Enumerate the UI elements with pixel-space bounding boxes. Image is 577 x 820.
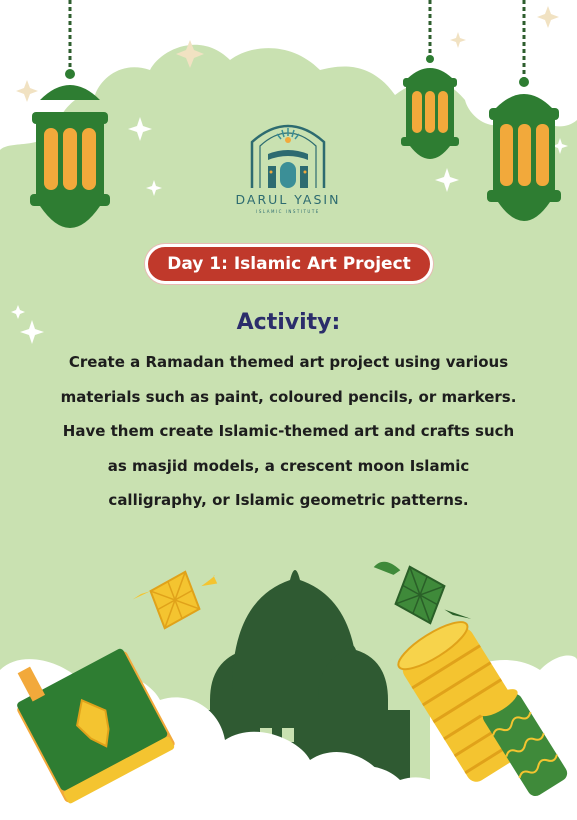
darul-yasin-logo [228, 110, 348, 214]
activity-description: Create a Ramadan themed art project using various materials such as paint, coloured pencils, or markers. Have them create Islamic-themed art and crafts such as masjid models, a crescent moon Islamic calligraphy, or Islamic geometric patterns. [60, 353, 517, 509]
logo-subtitle: ISLAMIC INSTITUTE [256, 209, 320, 214]
logo-name: DARUL YASIN [235, 192, 341, 207]
day-title-badge: Day 1: Islamic Art Project [145, 244, 433, 284]
activity-label: Activity: [236, 310, 341, 335]
masjid-arch-logo-icon [238, 110, 338, 190]
